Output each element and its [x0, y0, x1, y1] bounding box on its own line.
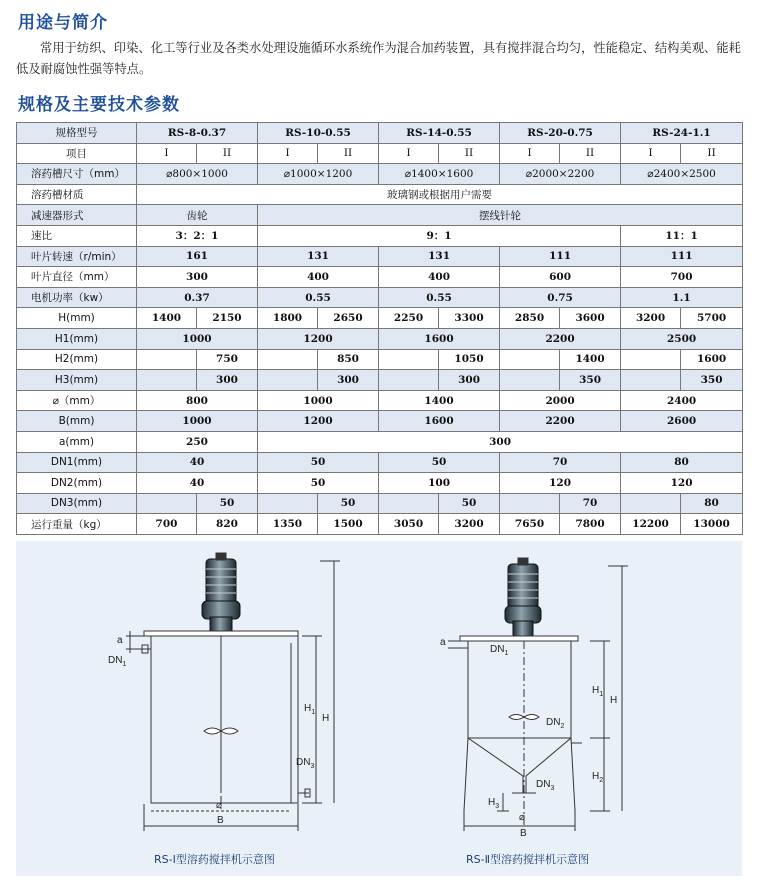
table-cell: 2200: [500, 328, 621, 349]
caption-type2: RS-Ⅱ型溶药搅拌机示意图: [466, 853, 590, 866]
table-cell: 3200: [439, 514, 500, 535]
label-dn3-2-main: DN: [536, 779, 551, 790]
table-cell: I: [500, 143, 560, 164]
diagram-drawing: [16, 541, 742, 876]
table-cell: RS-8-0.37: [137, 123, 258, 144]
row-label: DN2(mm): [17, 473, 137, 494]
table-cell: 750: [197, 349, 258, 370]
label-h-2: H: [610, 695, 618, 706]
table-cell: ⌀2400×2500: [621, 164, 743, 185]
table-cell: 40: [137, 473, 258, 494]
row-label: DN1(mm): [17, 452, 137, 473]
table-cell: [258, 493, 318, 514]
label-dn3-2-sub: 3: [550, 785, 555, 792]
table-cell: [500, 349, 560, 370]
label-dn1-2-sub: 1: [504, 650, 509, 657]
table-row-weight: [17, 514, 743, 535]
type1-motor: [202, 553, 240, 632]
row-label: H1(mm): [17, 328, 137, 349]
table-row-ratio: [17, 225, 743, 246]
table-cell: 100: [379, 473, 500, 494]
table-cell: [379, 493, 439, 514]
label-phi: ⌀: [216, 800, 223, 811]
row-label: 规格型号: [17, 123, 137, 144]
table-cell: 400: [258, 267, 379, 288]
row-label: H3(mm): [17, 370, 137, 391]
table-cell: 350: [560, 370, 621, 391]
table-cell: 80: [621, 452, 743, 473]
label-phi-2: ⌀: [519, 812, 526, 823]
table-cell: 0.55: [258, 287, 379, 308]
table-cell: 1000: [258, 390, 379, 411]
table-cell: 1800: [258, 308, 318, 329]
table-row-dn1: [17, 452, 743, 473]
table-cell: [621, 370, 681, 391]
table-cell: 40: [137, 452, 258, 473]
table-row-tank-size: [17, 164, 743, 185]
table-cell: 9：1: [258, 225, 621, 246]
table-row-diameter: [17, 390, 743, 411]
table-cell: [621, 349, 681, 370]
table-cell: II: [439, 143, 500, 164]
table-cell: ⌀2000×2200: [500, 164, 621, 185]
table-row-speed: [17, 246, 743, 267]
table-cell: 120: [500, 473, 621, 494]
row-label: DN3(mm): [17, 493, 137, 514]
label-dn1-2-main: DN: [490, 644, 505, 655]
table-cell: 50: [197, 493, 258, 514]
table-cell: 2200: [500, 411, 621, 432]
diagram-panel: [16, 541, 742, 876]
label-dn2-main: DN: [546, 717, 561, 728]
label-dn3-2: [536, 779, 554, 792]
type2-motor: [505, 558, 541, 636]
table-cell: 50: [258, 452, 379, 473]
label-b: B: [217, 815, 224, 826]
label-dn1: [108, 655, 126, 668]
label-h1-sub: 1: [311, 709, 316, 716]
table-cell: 50: [318, 493, 379, 514]
table-cell: 700: [621, 267, 743, 288]
table-cell: 850: [318, 349, 379, 370]
table-cell: 3：2：1: [137, 225, 258, 246]
table-cell: 70: [560, 493, 621, 514]
label-dn3-sub: 3: [310, 763, 315, 770]
label-h2-main: H: [592, 771, 600, 782]
label-h1-2: [592, 685, 603, 698]
table-cell: 3050: [379, 514, 439, 535]
spec-table: [16, 122, 743, 535]
table-cell: II: [318, 143, 379, 164]
table-cell: 7800: [560, 514, 621, 535]
table-cell: [500, 370, 560, 391]
table-cell: [137, 349, 197, 370]
table-cell: I: [258, 143, 318, 164]
table-cell: 1350: [258, 514, 318, 535]
table-row-model: [17, 123, 743, 144]
table-cell: II: [560, 143, 621, 164]
table-cell: 700: [137, 514, 197, 535]
table-cell: 400: [379, 267, 500, 288]
table-cell: 300: [439, 370, 500, 391]
table-cell: 13000: [681, 514, 743, 535]
table-cell: [258, 349, 318, 370]
table-cell: 300: [197, 370, 258, 391]
label-h1-main: H: [304, 703, 312, 714]
label-h1-2-main: H: [592, 685, 600, 696]
label-h2: [592, 771, 603, 784]
table-cell: 350: [681, 370, 743, 391]
row-label: 叶片直径（mm）: [17, 267, 137, 288]
row-label: H(mm): [17, 308, 137, 329]
table-cell: 111: [500, 246, 621, 267]
label-dn2-sub: 2: [560, 723, 565, 730]
label-h3: [488, 797, 499, 810]
table-cell: 3300: [439, 308, 500, 329]
row-label: a(mm): [17, 431, 137, 452]
table-row-a: [17, 431, 743, 452]
table-row-dn2: [17, 473, 743, 494]
table-cell: 300: [318, 370, 379, 391]
intro-paragraph: 常用于纺织、印染、化工等行业及各类水处理设施循环水系统作为混合加药装置，具有搅拌混合均匀，性能稳定、结构美观、能耗低及耐腐蚀性强等特点。: [16, 41, 741, 76]
table-cell: [137, 493, 197, 514]
label-b-2: B: [520, 828, 527, 839]
table-cell: 1000: [137, 328, 258, 349]
label-h: H: [322, 713, 330, 724]
table-cell: II: [681, 143, 743, 164]
label-h3-main: H: [488, 797, 496, 808]
row-label: ⌀（mm）: [17, 390, 137, 411]
table-cell: 70: [500, 452, 621, 473]
table-cell: 3200: [621, 308, 681, 329]
table-cell: RS-20-0.75: [500, 123, 621, 144]
table-row-blade-diameter: [17, 267, 743, 288]
row-label: H2(mm): [17, 349, 137, 370]
table-row-motor-power: [17, 287, 743, 308]
table-cell: ⌀1400×1600: [379, 164, 500, 185]
section-title-usage: 用途与简介: [18, 13, 108, 33]
table-cell: 12200: [621, 514, 681, 535]
table-cell: 1200: [258, 328, 379, 349]
table-cell: [258, 370, 318, 391]
table-cell: 0.55: [379, 287, 500, 308]
row-label: B(mm): [17, 411, 137, 432]
table-cell: 0.37: [137, 287, 258, 308]
table-cell: 131: [379, 246, 500, 267]
table-cell: 161: [137, 246, 258, 267]
table-cell: 2250: [379, 308, 439, 329]
row-label: 溶药槽材质: [17, 184, 137, 205]
table-cell: ⌀1000×1200: [258, 164, 379, 185]
label-h3-sub: 3: [495, 803, 500, 810]
section-title-specs: 规格及主要技术参数: [18, 95, 180, 115]
table-cell: [500, 493, 560, 514]
table-cell: 1400: [137, 308, 197, 329]
table-cell: 600: [500, 267, 621, 288]
table-cell: 2600: [621, 411, 743, 432]
table-cell: 1.1: [621, 287, 743, 308]
table-cell: 820: [197, 514, 258, 535]
table-cell: 120: [621, 473, 743, 494]
label-a: a: [117, 635, 123, 646]
table-cell: 300: [258, 431, 743, 452]
label-dn1-2: [490, 644, 508, 657]
table-cell: 1050: [439, 349, 500, 370]
table-row-b: [17, 411, 743, 432]
table-cell: 齿轮: [137, 205, 258, 226]
table-cell: 5700: [681, 308, 743, 329]
table-cell: 131: [258, 246, 379, 267]
table-cell: 800: [137, 390, 258, 411]
table-cell: 3600: [560, 308, 621, 329]
table-cell: 7650: [500, 514, 560, 535]
table-cell: 2650: [318, 308, 379, 329]
table-row-material: [17, 184, 743, 205]
table-row-h1: [17, 328, 743, 349]
table-cell: 2500: [621, 328, 743, 349]
table-cell: 50: [439, 493, 500, 514]
row-label: 溶药槽尺寸（mm）: [17, 164, 137, 185]
table-cell: I: [621, 143, 681, 164]
label-dn3: [296, 757, 314, 770]
table-cell: 2150: [197, 308, 258, 329]
row-label: 项目: [17, 143, 137, 164]
table-cell: 2850: [500, 308, 560, 329]
label-a-2: a: [440, 637, 446, 648]
table-cell: 2000: [500, 390, 621, 411]
row-label: 叶片转速（r/min）: [17, 246, 137, 267]
label-dn3-main: DN: [296, 757, 311, 768]
table-cell: II: [197, 143, 258, 164]
table-cell: RS-24-1.1: [621, 123, 743, 144]
table-cell: I: [379, 143, 439, 164]
table-cell: RS-14-0.55: [379, 123, 500, 144]
table-row-h: [17, 308, 743, 329]
table-cell: 1600: [379, 411, 500, 432]
table-cell: 50: [258, 473, 379, 494]
table-cell: 摆线针轮: [258, 205, 743, 226]
table-cell: 111: [621, 246, 743, 267]
table-cell: 2400: [621, 390, 743, 411]
row-label: 速比: [17, 225, 137, 246]
type1-tank-drawing: [126, 553, 340, 831]
table-cell: [379, 349, 439, 370]
table-row-item: [17, 143, 743, 164]
table-cell: RS-10-0.55: [258, 123, 379, 144]
table-cell: 玻璃钢或根据用户需要: [137, 184, 743, 205]
table-row-h2: [17, 349, 743, 370]
row-label: 运行重量（kg）: [17, 514, 137, 535]
table-cell: [137, 370, 197, 391]
table-cell: 1500: [318, 514, 379, 535]
table-row-dn3: [17, 493, 743, 514]
table-cell: 300: [137, 267, 258, 288]
table-row-h3: [17, 370, 743, 391]
table-cell: 1000: [137, 411, 258, 432]
table-cell: 1200: [258, 411, 379, 432]
label-h1-2-sub: 1: [599, 691, 604, 698]
table-row-reducer: [17, 205, 743, 226]
table-cell: I: [137, 143, 197, 164]
table-cell: 1400: [379, 390, 500, 411]
caption-type1: RS-Ⅰ型溶药搅拌机示意图: [154, 853, 275, 866]
label-h2-sub: 2: [599, 777, 604, 784]
label-dn2: [546, 717, 564, 730]
table-cell: 250: [137, 431, 258, 452]
label-h1: [304, 703, 315, 716]
table-cell: 50: [379, 452, 500, 473]
table-cell: ⌀800×1000: [137, 164, 258, 185]
row-label: 减速器形式: [17, 205, 137, 226]
table-cell: [621, 493, 681, 514]
table-cell: 1600: [379, 328, 500, 349]
table-cell: 1600: [681, 349, 743, 370]
table-cell: 0.75: [500, 287, 621, 308]
label-dn1-main: DN: [108, 655, 123, 666]
label-dn1-sub: 1: [122, 661, 127, 668]
table-cell: [379, 370, 439, 391]
table-cell: 1400: [560, 349, 621, 370]
row-label: 电机功率（kw）: [17, 287, 137, 308]
table-cell: 11：1: [621, 225, 743, 246]
table-cell: 80: [681, 493, 743, 514]
